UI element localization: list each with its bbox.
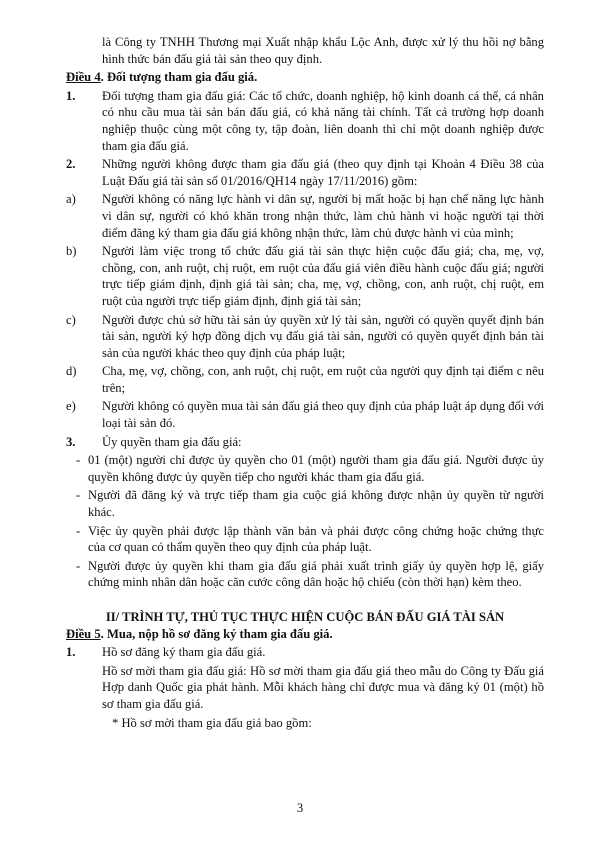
item-letter: e) — [66, 399, 76, 414]
list-item — [66, 398, 544, 431]
dash-text: Người được ủy quyền khi tham gia đấu giá phải xuất trình giấy ủy quyền hợp lệ, giấy chứng minh nhân dân hoặc căn cước công dân hoặc hộ chiếu (còn thời hạn) kèm theo. — [88, 558, 544, 590]
item-number: 1. — [66, 645, 76, 660]
item-text: Ủy quyền tham gia đấu giá: — [102, 434, 242, 449]
item-letter: a) — [66, 192, 76, 207]
item-letter: c) — [66, 312, 76, 327]
list-item — [66, 644, 544, 661]
item-letter: b) — [66, 244, 77, 259]
section-heading: II/ TRÌNH TỰ, THỦ TỤC THỰC HIỆN CUỘC BÁN ĐẤU GIÁ TÀI SẢN — [105, 610, 505, 624]
article-5-paragraph: Hồ sơ mời tham gia đấu giá: Hồ sơ mời tham gia đấu giá theo mẫu do Công ty Đấu giá Hợp danh Quốc gia phát hành. Mỗi khách hàng chỉ được mua và đăng ký 01 (một) hồ sơ tham gia đấu giá. — [102, 663, 544, 711]
list-item — [66, 156, 544, 189]
intro-paragraph: là Công ty TNHH Thương mại Xuất nhập khẩu Lộc Anh, được xử lý thu hồi nợ bằng hình thức bán đấu giá tài sản theo quy định. — [102, 35, 544, 66]
article-5-title: . Mua, nộp hồ sơ đăng ký tham gia đấu giá. — [100, 626, 333, 641]
dash-text: 01 (một) người chỉ được ủy quyền cho 01 (một) người tham gia đấu giá. Người được ủy quyền không được ủy quyền tiếp cho người khác tham gia đấu giá. — [88, 453, 544, 484]
item-lead: Đối tượng tham gia đấu giá: — [102, 88, 246, 103]
dash-item — [66, 452, 544, 485]
item-text: Hồ sơ đăng ký tham gia đấu giá. — [102, 645, 266, 660]
dash-text: Người đã đăng ký và trực tiếp tham gia cuộc giá không được nhận ủy quyền từ người khác. — [88, 488, 544, 520]
dash-marker: - — [76, 523, 81, 538]
item-text: Những người không được tham gia đấu giá (theo quy định tại Khoản 4 Điều 38 của Luật Đấu giá tài sản số 01/2016/QH14 ngày 17/11/2016) gồm: — [102, 157, 544, 188]
list-item — [66, 312, 544, 362]
item-text — [102, 88, 544, 154]
list-item — [66, 363, 544, 396]
item-body: Các tổ chức, doanh nghiệp, hộ kinh doanh cá thể, cá nhân có nhu cầu mua tài sản bán đấu giá, có khả năng tài chính. Tất cả trường hợp doanh nghiệp thuộc cùng một công ty, tập đoàn, liên doanh thì chỉ một doanh nghiệp được tham gia đấu giá. — [102, 88, 544, 153]
item-text: Người không có năng lực hành vi dân sự, người bị mất hoặc bị hạn chế năng lực hành vi dân sự, người có khó khăn trong nhận thức, làm chủ hành vi hoặc người tại thời điểm đăng ký tham gia đấu giá không nhận thức, làm chủ được hành vi của mình; — [102, 192, 544, 240]
item-text: Người làm việc trong tổ chức đấu giá tài sản thực hiện cuộc đấu giá; cha, mẹ, vợ, chồng, con, anh ruột, chị ruột, em ruột của đấu giá viên điều hành cuộc đấu giá; người trực tiếp giám định, định giá tài sản; cha, mẹ, vợ, chồng, con, anh ruột, chị ruột, em ruột của người trực tiếp giám định, định giá tài sản; — [102, 244, 544, 308]
dash-item — [66, 558, 544, 591]
article-4-heading — [66, 69, 544, 86]
item-letter: d) — [66, 364, 77, 379]
item-text: Người không có quyền mua tài sản đấu giá theo quy định của pháp luật áp dụng đối với loại tài sản đó. — [102, 399, 544, 431]
dash-marker: - — [76, 488, 81, 503]
dash-marker: - — [76, 558, 81, 573]
dash-text: Việc ủy quyền phải được lập thành văn bản và phải được công chứng hoặc chứng thực của cơ quan có thẩm quyền theo quy định của pháp luật. — [88, 523, 544, 555]
article-5-sub-heading: * Hồ sơ mời tham gia đấu giá bao gồm: — [112, 715, 312, 730]
item-text: Cha, mẹ, vợ, chồng, con, anh ruột, chị ruột, em ruột của người quy định tại điểm c nêu trên; — [102, 364, 544, 395]
list-item — [66, 191, 544, 241]
article-4-title: . Đối tượng tham gia đấu giá. — [100, 70, 258, 85]
item-number: 1. — [66, 88, 76, 103]
article-5-heading — [66, 626, 544, 643]
dash-item — [66, 487, 544, 520]
list-item — [66, 88, 544, 154]
item-number: 2. — [66, 157, 76, 172]
item-number: 3. — [66, 434, 76, 449]
item-text: Người được chủ sở hữu tài sản ủy quyền xử lý tài sản, người có quyền quyết định bán tài sản, người ký hợp đồng dịch vụ đấu giá tài sản, người có quyền quyết định bán tài sản của người khác theo quy định của pháp luật; — [102, 312, 544, 360]
dash-item — [66, 523, 544, 556]
page-number: 3 — [296, 801, 304, 815]
article-4-label: Điều 4 — [66, 70, 101, 85]
list-item — [66, 434, 544, 451]
document-body — [66, 34, 544, 731]
dash-marker: - — [76, 453, 81, 468]
article-5-label: Điều 5 — [66, 626, 101, 641]
list-item — [66, 243, 544, 309]
